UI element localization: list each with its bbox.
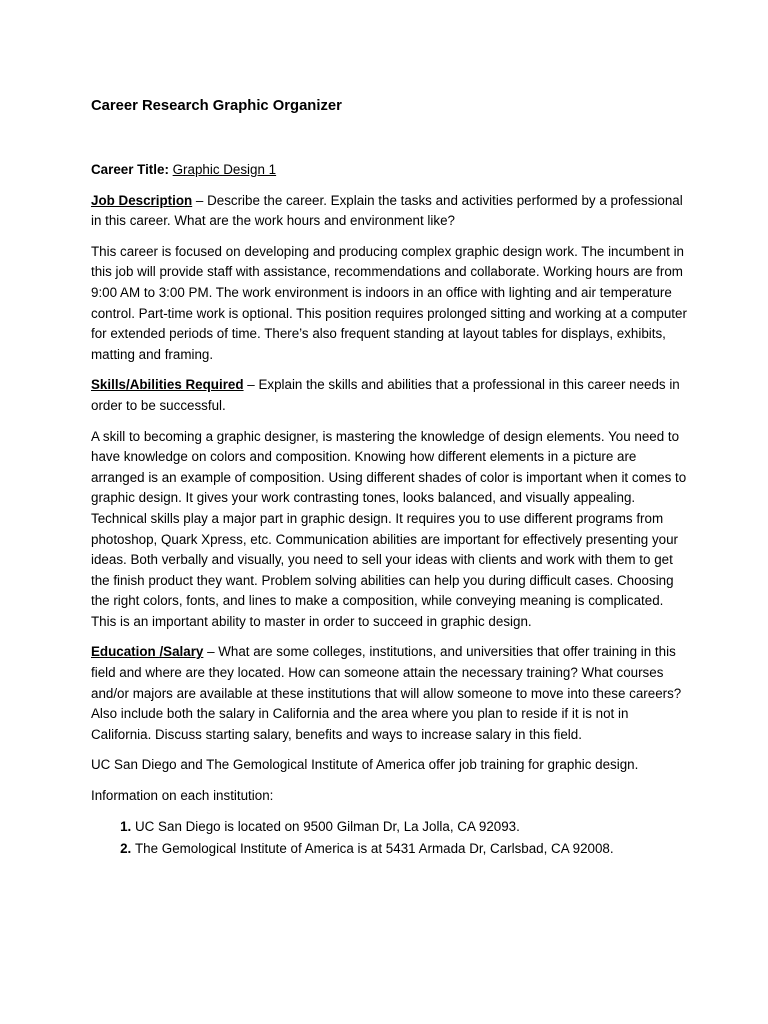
institutions-heading: Information on each institution: — [91, 788, 274, 804]
institution-item: 2. The Gemological Institute of America is at 5431 Armada Dr, Carlsbad, CA 92008. — [135, 839, 689, 860]
document-body — [91, 96, 689, 862]
document-title: Career Research Graphic Organizer — [91, 98, 342, 114]
job-description-label: Job Description — [91, 192, 193, 208]
skills-answer: A skill to becoming a graphic designer, is mastering the knowledge of design elements. You need to have knowledge on colors and composition. Knowing how different elements in a picture are arranged is an example of composition. Using different shades of color is important when it comes to graphic design. It gives your work contrasting tones, looks balanced, and visually appealing. Technical skills play a major part in graphic design. It requires you to use different programs from photoshop, Quark Xpress, etc. Communication abilities are important for effectively presenting your ideas. Both verbally and visually, you need to sell your ideas with clients and work with them to get the finish product they want. Problem solving abilities can help you during difficult cases. Choosing the right colors, fonts, and lines to make a composition, while conveying meaning is complicated. This is an important ability to master in order to succeed in graphic design. — [91, 428, 687, 629]
institutions-list — [91, 817, 689, 860]
career-title-value: Graphic Design 1 — [172, 162, 277, 177]
skills-prompt-text: – Explain the skills and abilities that a professional in this career needs in order to be successful. — [91, 377, 680, 413]
job-description-answer: This career is focused on developing and producing complex graphic design work. The incumbent in this job will provide staff with assistance, recommendations and collaborate. Working hours are from 9:00 AM to 3:00 PM. The work environment is indoors in an office with lighting and air temperature control. Part-time work is optional. This position requires prolonged sitting and working at a computer for extended periods of time. There’s also frequent standing at layout tables for displays, exhibits, matting and framing. — [91, 243, 687, 362]
job-description-prompt — [91, 191, 689, 232]
skills-prompt — [91, 375, 689, 416]
education-prompt — [91, 642, 689, 745]
education-prompt-text: – What are some colleges, institutions, and universities that offer training in this field and where are they located. How can someone attain the necessary training? What courses and/or majors are available at these institutions that will allow someone to move into these careers? Also include both the salary in California and the area where you plan to reside if it is not in California. Discuss starting salary, benefits and ways to increase salary in this field. — [91, 644, 682, 742]
career-title-line — [91, 160, 689, 181]
skills-label: Skills/Abilities Required — [91, 377, 244, 393]
career-title-label: Career Title: — [91, 162, 169, 177]
institution-item: 1. UC San Diego is located on 9500 Gilman Dr, La Jolla, CA 92093. — [135, 817, 689, 838]
job-description-prompt-text: – Describe the career. Explain the tasks and activities performed by a professional in this career. What are the work hours and environment like? — [91, 192, 683, 229]
education-answer: UC San Diego and The Gemological Institute of America offer job training for graphic design. — [91, 757, 639, 773]
education-label: Education /Salary — [91, 644, 204, 660]
